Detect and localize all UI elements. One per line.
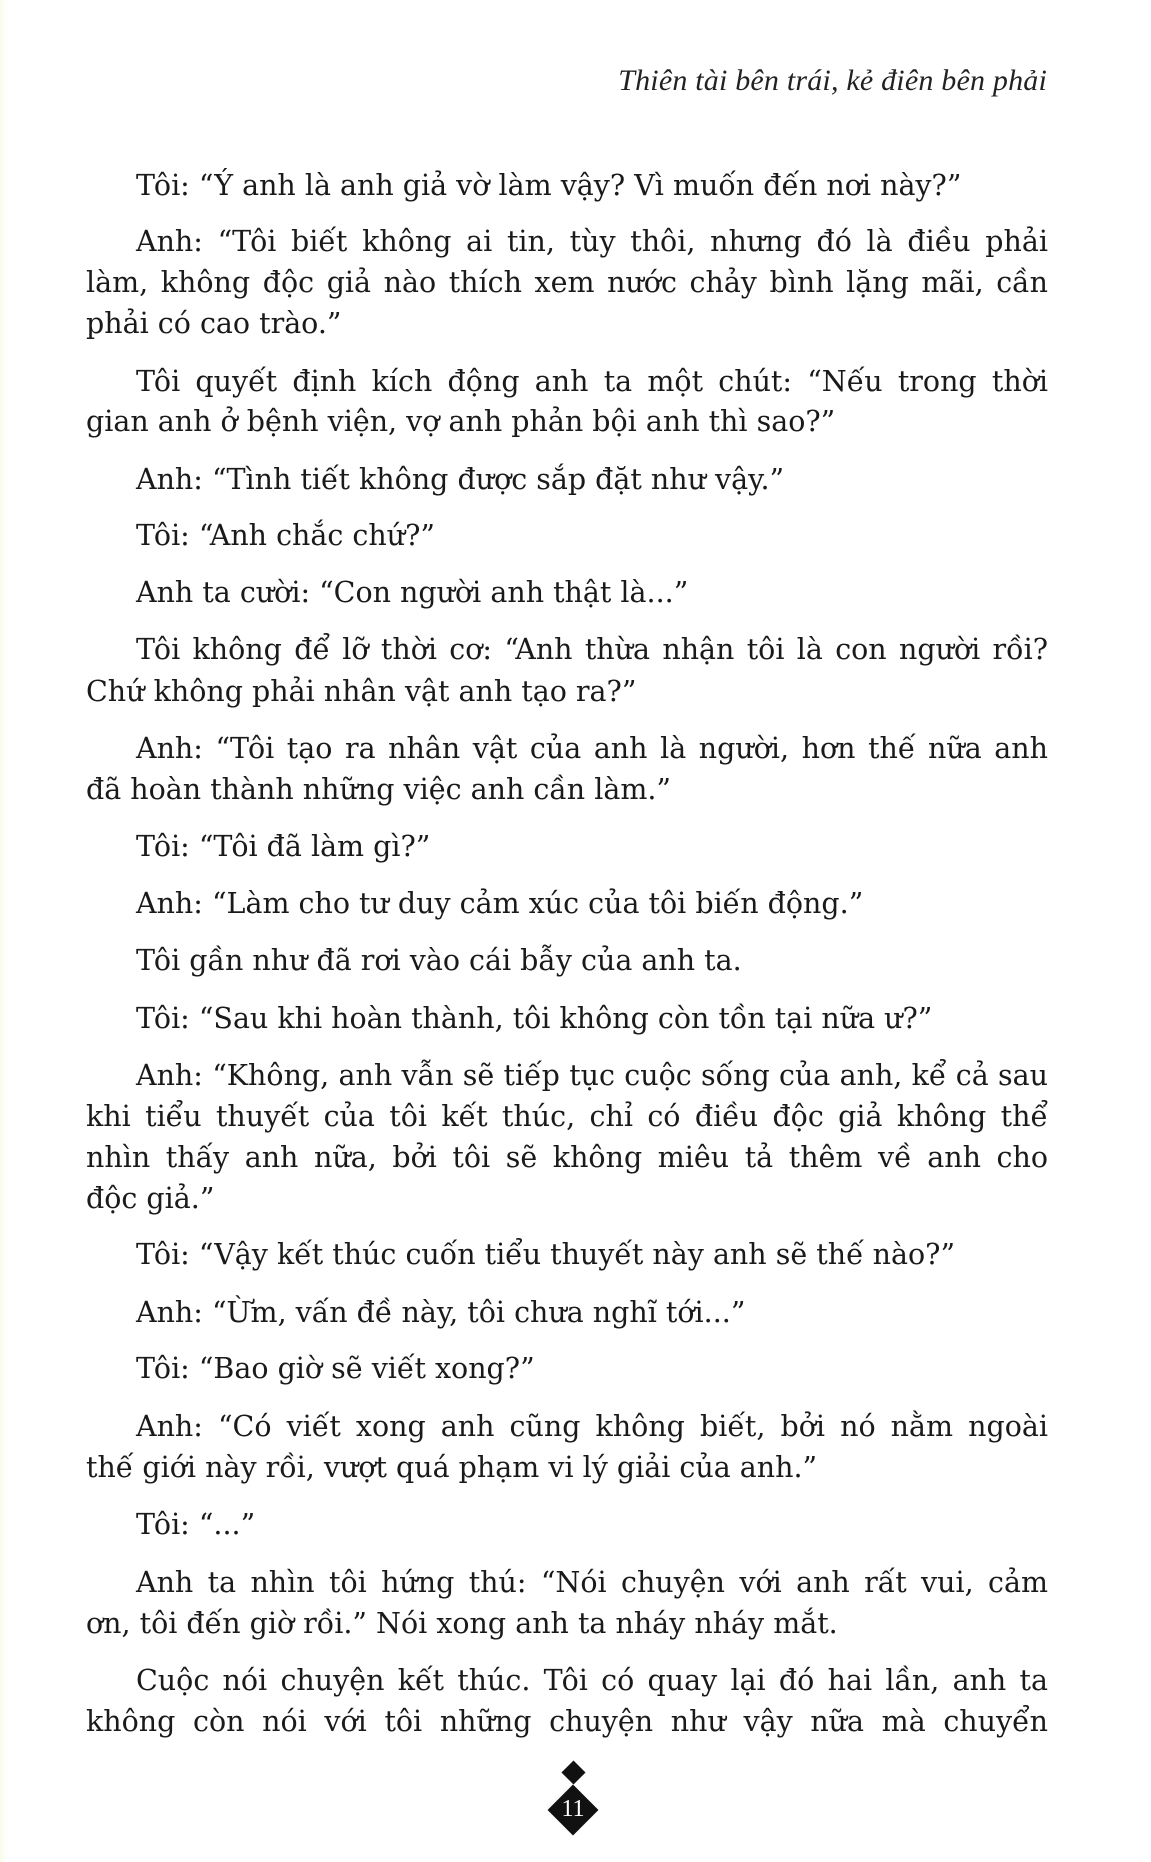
text-line: Anh: “Tình tiết không được sắp đặt như vậy.” bbox=[136, 463, 785, 496]
text-line: nhìn thấy anh nữa, bởi tôi sẽ không miêu tả thêm về anh cho bbox=[86, 1141, 1048, 1174]
text-line: Tôi: “Anh chắc chứ?” bbox=[136, 519, 435, 552]
text-line: Tôi: “Vậy kết thúc cuốn tiểu thuyết này anh sẽ thế nào?” bbox=[136, 1238, 956, 1271]
text-line: Tôi: “Ý anh là anh giả vờ làm vậy? Vì muốn đến nơi này?” bbox=[136, 169, 962, 202]
text-line: Cuộc nói chuyện kết thúc. Tôi có quay lại đó hai lần, anh ta bbox=[136, 1664, 1048, 1697]
text-line: thế giới này rồi, vượt quá phạm vi lý giải của anh.” bbox=[86, 1451, 818, 1484]
text-line: Tôi không để lỡ thời cơ: “Anh thừa nhận tôi là con người rồi? bbox=[136, 633, 1048, 666]
small-diamond-icon bbox=[561, 1760, 585, 1784]
text-line: Tôi: “...” bbox=[136, 1508, 256, 1541]
running-header: Thiên tài bên trái, kẻ điên bên phải bbox=[618, 64, 1047, 97]
text-line: độc giả.” bbox=[86, 1182, 215, 1215]
text-line: Tôi: “Tôi đã làm gì?” bbox=[136, 830, 431, 863]
text-line: không còn nói với tôi những chuyện như vậy nữa mà chuyển bbox=[86, 1705, 1048, 1738]
text-line: Anh: “Có viết xong anh cũng không biết, bởi nó nằm ngoài bbox=[136, 1410, 1048, 1443]
text-line: Anh ta cười: “Con người anh thật là...” bbox=[136, 576, 689, 609]
page-edge bbox=[0, 0, 6, 1862]
text-line: Anh: “Tôi biết không ai tin, tùy thôi, nhưng đó là điều phải bbox=[136, 225, 1048, 258]
page-number-folio bbox=[536, 1750, 616, 1850]
text-line: Tôi: “Sau khi hoàn thành, tôi không còn tồn tại nữa ư?” bbox=[136, 1002, 933, 1035]
text-line: Anh: “Tôi tạo ra nhân vật của anh là người, hơn thế nữa anh bbox=[136, 732, 1048, 765]
text-line: gian anh ở bệnh viện, vợ anh phản bội anh thì sao?” bbox=[86, 405, 836, 438]
text-line: Anh ta nhìn tôi hứng thú: “Nói chuyện với anh rất vui, cảm bbox=[136, 1566, 1048, 1599]
text-line: Tôi: “Bao giờ sẽ viết xong?” bbox=[136, 1352, 535, 1385]
text-line: đã hoàn thành những việc anh cần làm.” bbox=[86, 773, 671, 806]
text-line: làm, không độc giả nào thích xem nước chảy bình lặng mãi, cần bbox=[86, 266, 1048, 299]
text-line: phải có cao trào.” bbox=[86, 307, 342, 340]
page-number: 11 bbox=[561, 1796, 585, 1822]
text-line: Anh: “Làm cho tư duy cảm xúc của tôi biến động.” bbox=[136, 887, 864, 920]
text-line: ơn, tôi đến giờ rồi.” Nói xong anh ta nháy nháy mắt. bbox=[86, 1607, 838, 1640]
text-line: Chứ không phải nhân vật anh tạo ra?” bbox=[86, 675, 637, 708]
text-line: khi tiểu thuyết của tôi kết thúc, chỉ có điều độc giả không thể bbox=[86, 1100, 1048, 1133]
text-line: Anh: “Ừm, vấn đề này, tôi chưa nghĩ tới...” bbox=[136, 1296, 746, 1329]
text-line: Tôi gần như đã rơi vào cái bẫy của anh ta. bbox=[136, 944, 742, 977]
text-line: Anh: “Không, anh vẫn sẽ tiếp tục cuộc sống của anh, kể cả sau bbox=[136, 1059, 1048, 1092]
text-line: Tôi quyết định kích động anh ta một chút: “Nếu trong thời bbox=[136, 365, 1048, 398]
